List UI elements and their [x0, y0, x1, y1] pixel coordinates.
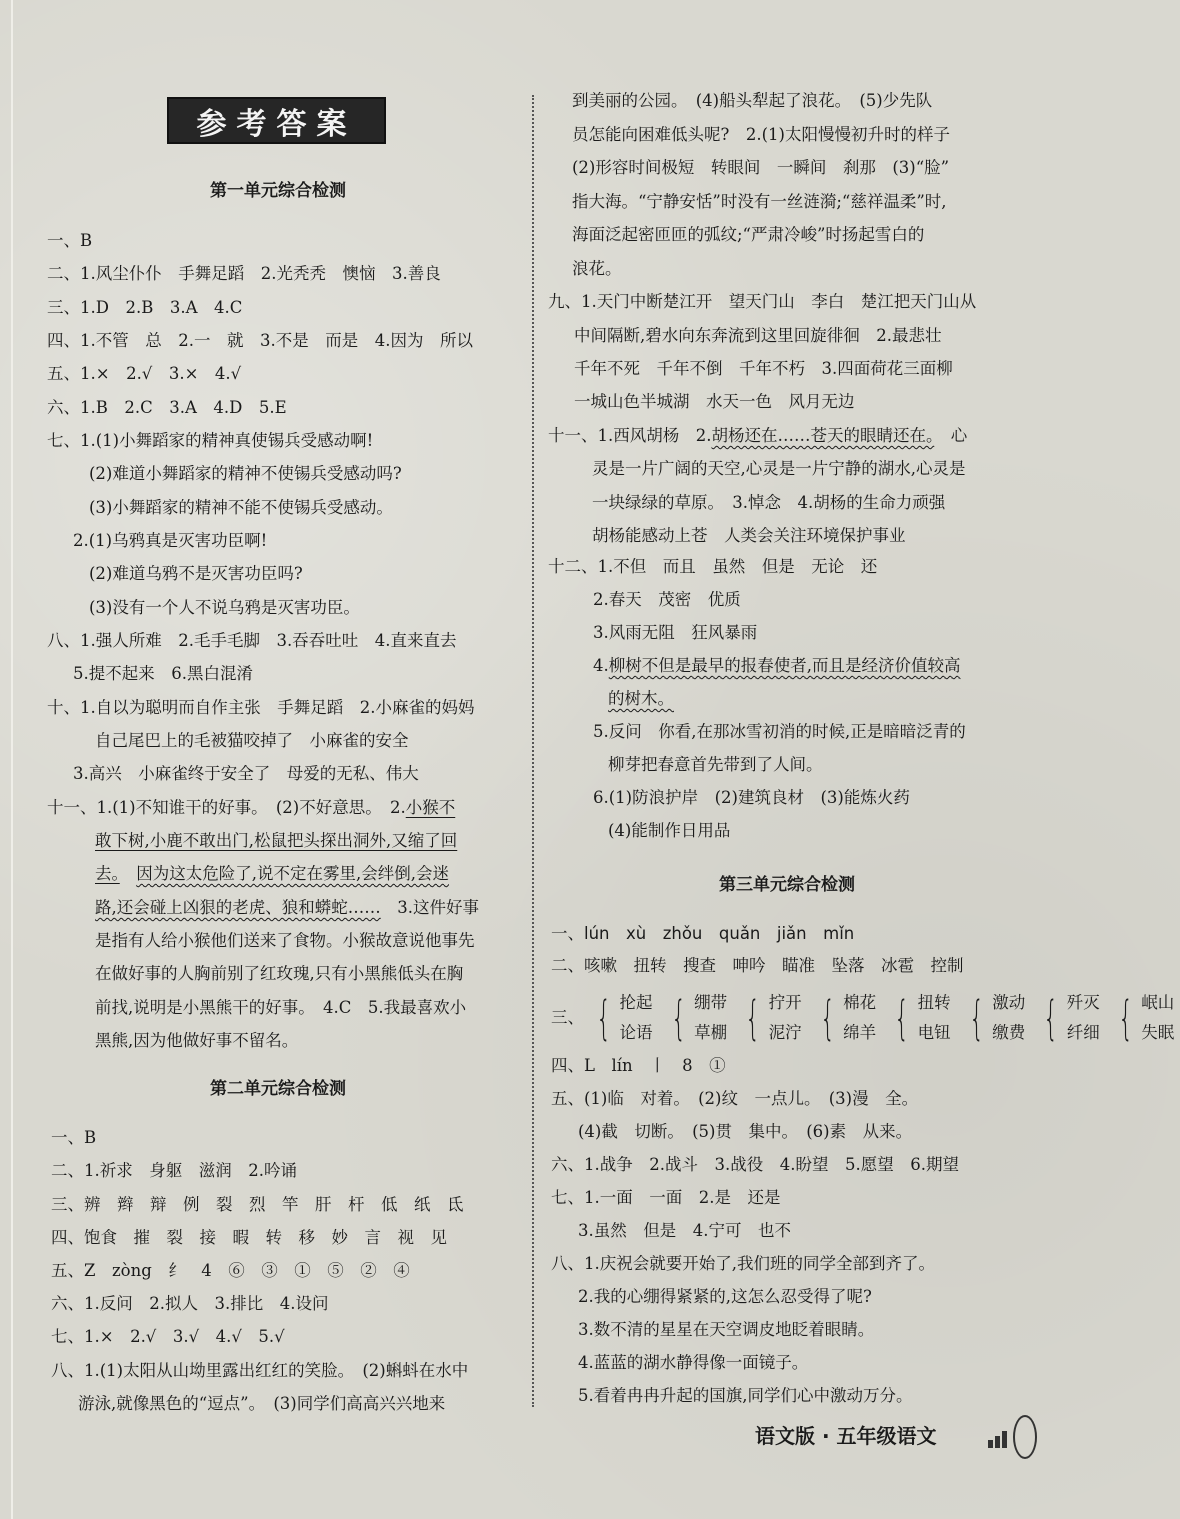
word-pair — [887, 988, 950, 1048]
wavy-underlined-text: 胡杨还在……苍天的眼睛还在。 — [711, 426, 935, 445]
answer-line: 九、1.天门中断楚江开 望天门山 李白 楚江把天门山从 — [548, 292, 977, 311]
answer-line: 员怎能向困难低头呢? 2.(1)太阳慢慢初升时的样子 — [572, 125, 950, 144]
answer-line: 二、咳嗽 扭转 搜查 呻吟 瞄准 坠落 冰雹 控制 — [551, 956, 964, 975]
answer-line: (3)没有一个人不说乌鸦是灭害功臣。 — [89, 598, 360, 617]
word: 棉花 — [843, 993, 877, 1012]
answer-line: 一块绿绿的草原。 3.悼念 4.胡杨的生命力顽强 — [592, 493, 946, 512]
answer-line: 胡杨能感动上苍 人类会关注环境保护事业 — [592, 526, 906, 545]
brace-icon: { — [820, 991, 835, 1045]
wavy-underlined-text: 路,还会碰上凶狠的老虎、狼和蟒蛇…… — [95, 898, 381, 917]
pinyin-line: 一、lún xù zhǒu quǎn jiǎn mǐn — [551, 924, 855, 943]
word-pair — [664, 988, 727, 1048]
word: 泥泞 — [768, 1023, 802, 1042]
answer-line: 四、1.不管 总 2.一 就 3.不是 而是 4.因为 所以 — [47, 331, 473, 350]
unit2-heading: 第二单元综合检测 — [210, 1079, 346, 1099]
q11-prefix: 十一、1.(1)不知谁干的好事。 (2)不好意思。 2. — [47, 798, 406, 817]
answer-line: 游泳,就像黑色的“逗点”。 (3)同学们高高兴兴地来 — [78, 1394, 446, 1413]
answer-line: 一、B — [47, 231, 93, 250]
underlined-text: 去。 — [95, 864, 120, 883]
answer-line: 2.(1)乌鸦真是灭害功臣啊! — [73, 531, 268, 550]
word: 绵羊 — [843, 1023, 877, 1042]
answer-line: 二、1.祈求 身躯 滋润 2.吟诵 — [51, 1161, 297, 1180]
brace-icon: { — [1043, 991, 1059, 1045]
underlined-text: 敢下树,小鹿不敢出门,松鼠把头探出洞外,又缩了回 — [95, 831, 458, 850]
answer-text: 3.这件好事 — [380, 898, 479, 917]
answer-line: 自己尾巴上的毛被猫咬掉了 小麻雀的安全 — [95, 731, 409, 750]
answer-line: 五、Z zòng 纟 4 ⑥ ③ ① ⑤ ② ④ — [51, 1261, 410, 1280]
answer-line: 八、1.庆祝会就要开始了,我们班的同学全部到齐了。 — [551, 1254, 935, 1273]
answer-line — [95, 863, 449, 885]
answer-line: 六、1.反问 2.拟人 3.排比 4.设问 — [51, 1294, 329, 1313]
answer-line: 七、1.× 2.√ 3.√ 4.√ 5.√ — [51, 1327, 285, 1346]
brace-icon: { — [894, 991, 910, 1045]
answer-line: (2)难道小舞蹈家的精神不使锡兵受感动吗? — [89, 464, 402, 483]
word: 失眠 — [1141, 1023, 1175, 1042]
wavy-underlined-text: 的树木。 — [608, 689, 674, 708]
answer-line: 四、L lín 丨 8 ① — [551, 1056, 726, 1075]
answer-line: 4.蓝蓝的湖水静得像一面镜子。 — [578, 1353, 809, 1372]
answer-line: (2)形容时间极短 转眼间 一瞬间 刹那 (3)“脸” — [572, 158, 950, 177]
word: 抡起 — [619, 993, 653, 1012]
bar-chart-icon — [988, 1431, 1007, 1448]
word-pair — [962, 988, 1025, 1048]
answer-line-q11 — [548, 425, 967, 447]
answer-line: 八、1.(1)太阳从山坳里露出红红的笑脸。 (2)蝌蚪在水中 — [51, 1361, 469, 1380]
word: 激动 — [992, 993, 1026, 1012]
word: 歼灭 — [1066, 993, 1100, 1012]
answer-line: 三、1.D 2.B 3.A 4.C — [47, 298, 243, 317]
word-pairs-line — [551, 988, 1180, 1048]
page-edge-line — [11, 0, 13, 1519]
underlined-text: 小猴不 — [405, 798, 456, 817]
answer-line: 在做好事的人胸前别了红玫瑰,只有小黑熊低头在胸 — [95, 964, 464, 983]
answer-line: (3)小舞蹈家的精神不能不使锡兵受感动。 — [89, 498, 393, 517]
answer-line: 七、1.(1)小舞蹈家的精神真使锡兵受感动啊! — [47, 431, 374, 450]
answer-line: 十、1.自以为聪明而自作主张 手舞足蹈 2.小麻雀的妈妈 — [47, 698, 475, 717]
answer-line: 柳芽把春意首先带到了人间。 — [608, 755, 823, 774]
answer-line: 七、1.一面 一面 2.是 还是 — [551, 1188, 781, 1207]
answer-line: 3.高兴 小麻雀终于安全了 母爱的无私、伟大 — [73, 764, 419, 783]
answer-line: 千年不死 千年不倒 千年不朽 3.四面荷花三面柳 — [574, 359, 953, 378]
word-pair — [813, 988, 876, 1048]
answer-line: 浪花。 — [572, 259, 622, 278]
word: 扭转 — [917, 993, 951, 1012]
answer-line: 到美丽的公园。 (4)船头犁起了浪花。 (5)少先队 — [572, 91, 933, 110]
brace-icon: { — [671, 991, 686, 1045]
word-pair — [738, 988, 801, 1048]
word: 草棚 — [694, 1023, 728, 1042]
page-title: 参考答案 — [167, 97, 386, 144]
word: 论语 — [619, 1023, 653, 1042]
answer-line: (2)难道乌鸦不是灭害功臣吗? — [89, 564, 303, 583]
brace-icon: { — [1118, 991, 1133, 1045]
answer-line — [95, 897, 479, 919]
answer-line: 十二、1.不但 而且 虽然 但是 无论 还 — [548, 557, 878, 576]
answer-line: (4)能制作日用品 — [608, 821, 731, 840]
answer-line: 三、辨 辫 辩 例 裂 烈 竿 肝 杆 低 纸 氐 — [51, 1195, 464, 1214]
answer-line: 是指有人给小猴他们送来了食物。小猴故意说他事先 — [95, 931, 475, 950]
answer-line-q11 — [47, 797, 455, 819]
answer-line — [593, 655, 961, 677]
answer-line: 六、1.B 2.C 3.A 4.D 5.E — [47, 398, 287, 417]
answer-text: 4. — [593, 656, 609, 675]
unit1-heading: 第一单元综合检测 — [210, 181, 346, 201]
answer-line: 指大海。“宁静安恬”时没有一丝涟漪;“慈祥温柔”时, — [572, 192, 947, 211]
answer-line: (4)截 切断。 (5)贯 集中。 (6)素 从来。 — [578, 1122, 913, 1141]
answer-line: 八、1.强人所难 2.毛手毛脚 3.吞吞吐吐 4.直来直去 — [47, 631, 457, 650]
word-pair — [1036, 988, 1099, 1048]
answer-line: 一、B — [51, 1128, 97, 1147]
mascot-icon — [1013, 1415, 1037, 1459]
answer-line: 6.(1)防浪护岸 (2)建筑良材 (3)能炼火药 — [593, 788, 910, 807]
answer-line: 二、1.风尘仆仆 手舞足蹈 2.光秃秃 懊恼 3.善良 — [47, 264, 441, 283]
answer-line: 四、饱食 摧 裂 接 暇 转 移 妙 言 视 见 — [51, 1228, 447, 1247]
unit3-heading: 第三单元综合检测 — [719, 875, 855, 895]
brace-icon: { — [969, 991, 984, 1045]
answer-line: 五、1.× 2.√ 3.× 4.√ — [47, 364, 242, 383]
answer-line: 5.看着冉冉升起的国旗,同学们心中激动万分。 — [578, 1386, 913, 1405]
wavy-underlined-text: 因为这太危险了,说不定在雾里,会绊倒,会迷 — [136, 864, 449, 883]
answer-text: 十一、1.西风胡杨 2. — [548, 426, 712, 445]
answer-line: 灵是一片广阔的天空,心灵是一片宁静的湖水,心灵是 — [592, 459, 966, 478]
answer-line: 2.我的心绷得紧紧的,这怎么忍受得了呢? — [578, 1287, 872, 1306]
answer-line: 5.提不起来 6.黑白混淆 — [73, 664, 253, 683]
answer-line: 海面泛起密匝匝的弧纹;“严肃冷峻”时扬起雪白的 — [572, 225, 925, 244]
brace-icon: { — [596, 991, 612, 1045]
word-pair — [1111, 988, 1174, 1048]
word: 拧开 — [768, 993, 802, 1012]
word: 纤细 — [1066, 1023, 1100, 1042]
word: 电钮 — [917, 1023, 951, 1042]
answer-line: 2.春天 茂密 优质 — [593, 590, 741, 609]
word-pair — [589, 988, 652, 1048]
answer-line: 3.风雨无阻 狂风暴雨 — [593, 623, 758, 642]
word: 缴费 — [992, 1023, 1026, 1042]
answer-line: 5.反问 你看,在那冰雪初消的时候,正是暗暗泛青的 — [593, 722, 966, 741]
answer-line: 黑熊,因为他做好事不留名。 — [95, 1031, 299, 1050]
footer-label: 语文版 · 五年级语文 — [755, 1424, 937, 1448]
wavy-underlined-text: 柳树不但是最早的报春使者,而且是经济价值较高 — [608, 656, 961, 675]
answer-line: 3.数不清的星星在天空调皮地眨着眼睛。 — [578, 1320, 875, 1339]
answer-text: 心 — [934, 426, 968, 445]
brace-icon: { — [745, 991, 761, 1045]
answer-line: 中间隔断,碧水向东奔流到这里回旋徘徊 2.最悲壮 — [574, 326, 942, 345]
answer-line: 前找,说明是小黑熊干的好事。 4.C 5.我最喜欢小 — [95, 998, 467, 1017]
answer-line: 五、(1)临 对着。 (2)纹 一点儿。 (3)漫 全。 — [551, 1089, 919, 1108]
word: 绷带 — [694, 993, 728, 1012]
answer-line: 3.虽然 但是 4.宁可 也不 — [578, 1221, 791, 1240]
column-divider — [532, 95, 534, 1407]
answer-line: 六、1.战争 2.战斗 3.战役 4.盼望 5.愿望 6.期望 — [551, 1155, 959, 1174]
answer-label: 三、 — [551, 1008, 584, 1027]
answer-line: 一城山色半城湖 水天一色 风月无边 — [574, 392, 855, 411]
word: 岷山 — [1141, 993, 1175, 1012]
